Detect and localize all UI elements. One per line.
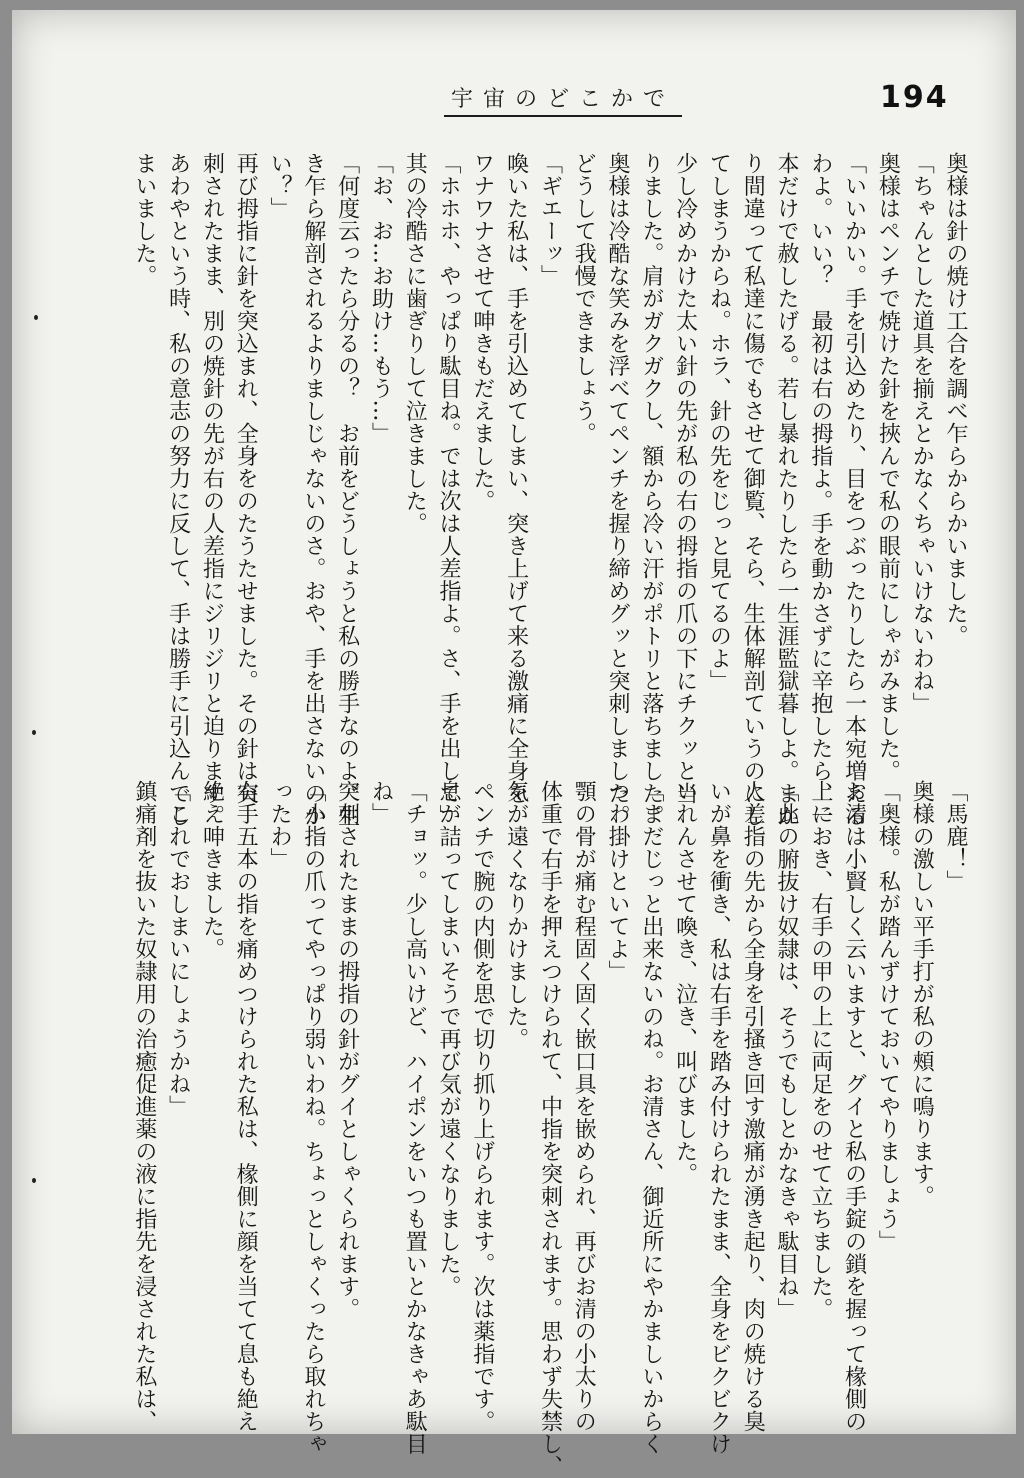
text-line: 「小指の爪ってやっぱり弱いわね。ちょっとしゃくったら取れちゃ	[300, 780, 326, 1455]
text-line: 「何度云ったら分るの？ お前をどうしょうと私の勝手なのよ。生	[334, 152, 360, 827]
text-line: 奥様は冷酷な笑みを浮べてペンチを握り締めグッと突刺しました。	[605, 152, 631, 827]
text-line: まいました。	[131, 152, 157, 287]
text-line: ペンチで腕の内側を思で切り抓り上げられます。次は薬指です。	[469, 780, 495, 1433]
text-line: ったわ」	[267, 780, 293, 870]
text-line: 少し冷めかけた太い針の先が私の右の拇指の爪の下にチクッと当	[672, 152, 698, 805]
text-line: てしまうからね。ホラ、針の先をじっと見てるのよ」	[706, 152, 732, 692]
scan-speck	[34, 315, 38, 320]
text-line: わよ。いい？ 最初は右の拇指よ。手を動かさずに辛抱したら、一	[807, 152, 833, 827]
text-line: 体重で右手を押えつけられて、中指を突刺されます。思わず失禁し、	[537, 780, 563, 1478]
scanned-book-page	[12, 10, 1016, 1478]
text-line: どうして我慢できましょう。	[571, 152, 597, 445]
text-line: 奥様は針の焼け工合を調べ乍らからかいました。	[943, 152, 968, 647]
text-line: いが鼻を衝き、私は右手を踏み付けられたまま、全身をビクビクけ	[706, 780, 732, 1455]
text-line: お清は小賢しく云いますと、グイと私の手錠の鎖を握って椽側の	[841, 780, 867, 1433]
text-line: 奥様はペンチで焼けた針を挾んで私の眼前にしゃがみました。	[875, 152, 901, 782]
text-line: 「お、お…お助け…もう…」	[368, 152, 394, 445]
text-line: つわ掛けといてよ」	[605, 780, 631, 983]
scan-speck	[32, 1178, 36, 1183]
text-line: 「チョッ。少し高いけど、ハイポンをいつも置いとかなきゃあ駄目	[402, 780, 428, 1455]
text-line: 「いいかい。手を引込めたり、目をつぶったりしたら一本宛増える	[841, 152, 867, 827]
text-line: 「まだじっと出来ないのね。お清さん、御近所にやかましいからく	[638, 780, 664, 1455]
text-line: りました。肩がガクガクし、額から冷い汗がポトリと落ちました。	[638, 152, 664, 827]
text-line: ね」	[368, 780, 394, 825]
text-line: き乍ら解剖されるよりましじゃないのさ。おや、手を出さないのか	[300, 152, 326, 827]
running-title: 宇宙のどこかで	[444, 82, 682, 117]
text-line: 「馬鹿！」	[943, 780, 968, 893]
text-line: 人差指の先から全身を引搔き回す激痛が湧き起り、肉の焼ける臭	[740, 780, 766, 1433]
text-line: 「これでおしまいにしょうかね」	[165, 780, 191, 1118]
scan-speck	[32, 730, 36, 735]
text-line: 上におき、右手の甲の上に両足をのせて立ちました。	[807, 780, 833, 1320]
text-line: り間違って私達に傷でもさせて御覧、そら、生体解剖ていうのにし	[740, 152, 766, 827]
text-line: 「此の腑抜け奴隷は、そうでもしとかなきゃ駄目ね」	[774, 780, 800, 1320]
text-line: 刺されたまま、別の焼針の先が右の人差指にジリジリと迫ります。	[199, 152, 225, 827]
text-line: 「奥様。私が踏んずけておいてやりましょう」	[875, 780, 901, 1253]
text-line: 右手五本の指を痛めつけられた私は、椽側に顔を当てて息も絶え	[233, 780, 259, 1433]
text-line: 本だけで赦したげる。若し暴れたりしたら一生涯監獄暮しよ。まか	[774, 152, 800, 827]
text-line: あわやという時、私の意志の努力に反して、手は勝手に引込んでし	[165, 152, 191, 827]
text-line: ワナワナさせて呻きもだえました。	[469, 152, 495, 512]
text-line: 「ちゃんとした道具を揃えとかなくちゃいけないわね」	[909, 152, 935, 715]
text-line: いれんさせて喚き、泣き、叫びました。	[672, 780, 698, 1185]
text-line: い？」	[267, 152, 293, 220]
text-line: 突刺されたままの拇指の針がグイとしゃくられます。	[334, 780, 360, 1320]
lower-text-section	[131, 780, 972, 1478]
text-line: 鎮痛剤を抜いた奴隷用の治癒促進薬の液に指先を浸された私は、	[131, 780, 157, 1433]
text-line: 其の冷酷さに歯ぎりして泣きました。	[402, 152, 428, 535]
text-line: 再び拇指に針を突込まれ、全身をのたうたせました。その針は突	[233, 152, 259, 805]
text-line: 「ホホホ、やっぱり駄目ね。では次は人差指よ。さ、手を出して」	[436, 152, 462, 827]
page-number: 194	[880, 80, 949, 115]
text-line: 「ギエーッ」	[537, 152, 563, 287]
text-line: 気が遠くなりかけました。	[503, 780, 529, 1050]
text-line: 顎の骨が痛む程固く固く嵌口具を嵌められ、再びお清の小太りの	[571, 780, 597, 1433]
text-line: 息が詰ってしまいそうで再び気が遠くなりました。	[436, 780, 462, 1298]
text-line: 喚いた私は、手を引込めてしまい、突き上げて来る激痛に全身を	[503, 152, 529, 805]
text-line: 絶え呻きました。	[199, 780, 225, 960]
text-line: 奥様の激しい平手打が私の頰に鳴ります。	[909, 780, 935, 1208]
